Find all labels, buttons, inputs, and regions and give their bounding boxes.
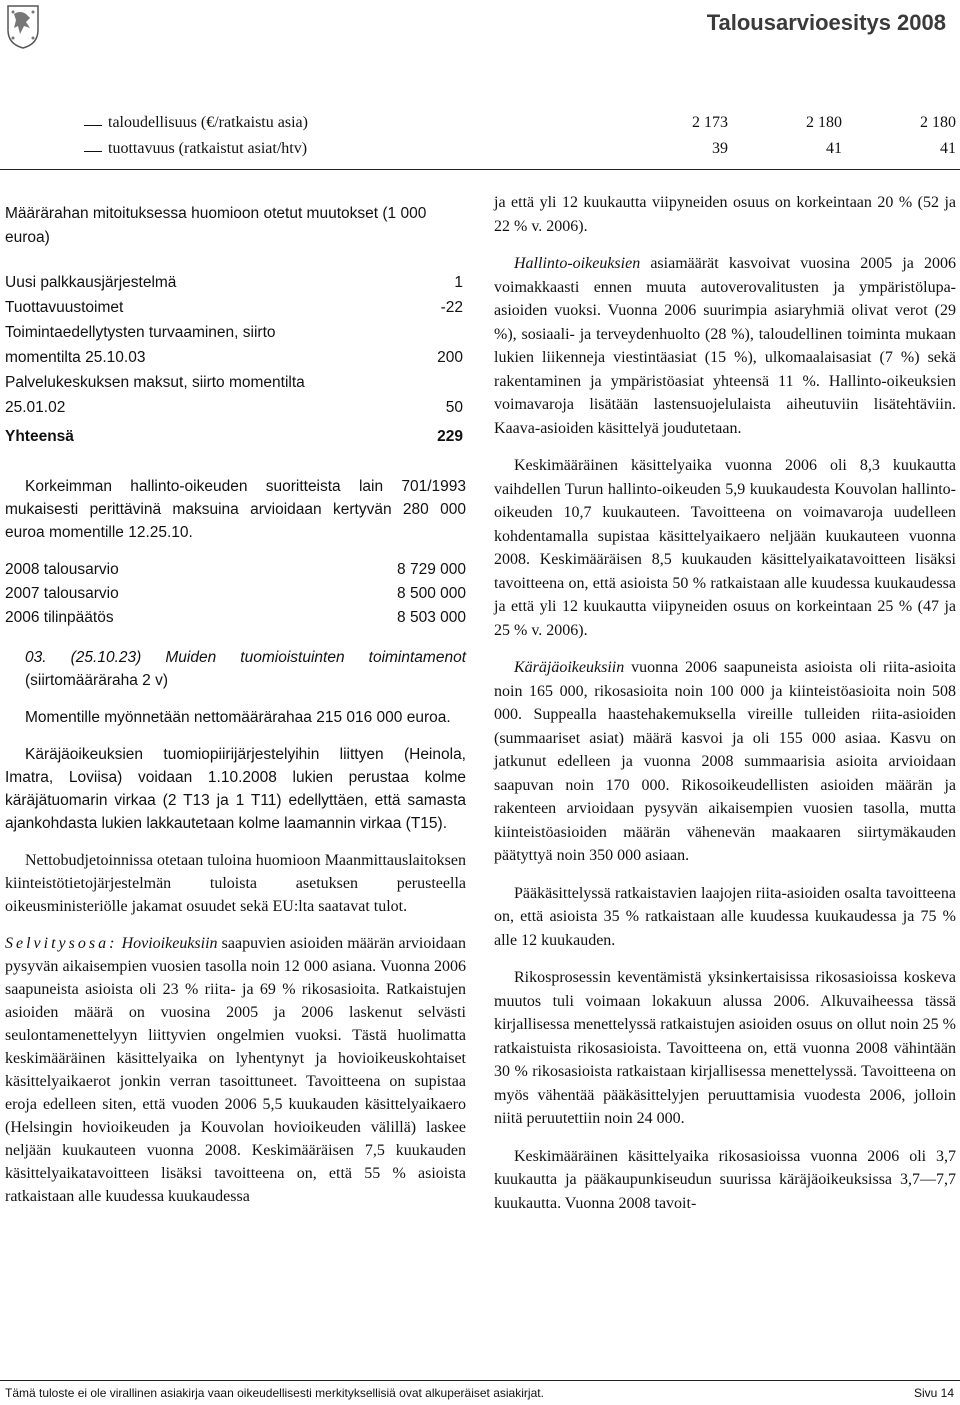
budget-row bbox=[5, 582, 466, 606]
paragraph: Keskimääräinen käsittelyaika vuonna 2006 oli 8,3 kuukautta vaihdellen Turun hallinto-oikeuden 5,9 kuukaudesta Kouvolan hallinto-oikeuden 10,7 kuukauteen. Tavoitteena on voimavaroja uudelleen kohdentamalla supistaa käsittelyaikaero neljään kuukauteen vuonna 2008. Keskimääräisen 8,5 kuukauden käsittelyaikatavoitteen lisäksi tavoitteena on, että asioista 50 % ratkaistaan alle kuudessa kuukaudessa ja että yli 12 kuukautta viipyneiden osuus on korkeintaan 25 % (47 ja 25 % v. 2006). bbox=[494, 457, 956, 639]
left-column bbox=[5, 202, 466, 1208]
footer-divider bbox=[0, 1380, 960, 1381]
budget-value: 8 503 000 bbox=[397, 609, 466, 626]
paragraph bbox=[494, 252, 956, 440]
changes-row bbox=[5, 295, 466, 320]
row-label: taloudellisuus (€/ratkaistu asia) bbox=[108, 114, 308, 131]
changes-total-label: Yhteensä bbox=[5, 428, 74, 445]
section-title: 03. (25.10.23) Muiden tuomioistuinten toimintamenot bbox=[25, 649, 466, 666]
paragraph bbox=[5, 932, 466, 1208]
dash-marker bbox=[84, 125, 102, 126]
changes-total-row bbox=[5, 424, 466, 449]
paragraph: Käräjäoikeuksien tuomiopiirijärjestelyihin liittyen (Heinola, Imatra, Loviisa) voidaan 1.10.2008 lukien perustaa kolme käräjätuomarin virkaa (2 T13 ja 1 T11) edellyttäen, että samasta ajankohdasta lukien lakkautetaan kolme laamannin virkaa (T15). bbox=[5, 746, 466, 832]
budget-value: 8 729 000 bbox=[397, 561, 466, 578]
budget-row bbox=[5, 606, 466, 630]
budget-table bbox=[5, 558, 466, 630]
changes-row bbox=[5, 270, 466, 295]
paragraph-lead: Selvitysosa: bbox=[5, 935, 118, 952]
changes-row bbox=[5, 370, 466, 420]
row-label: tuottavuus (ratkaistut asiat/htv) bbox=[108, 140, 308, 157]
paragraph-body: asiamäärät kasvoivat vuosina 2005 ja 2006 voimakkaasti ennen muuta autoverovalitusten ja ympäristölupa-asioiden vuoksi. Vuonna 2006 suurimpia asiaryhmiä olivat verot (29 %), sosiaali- ja terveydenhuolto (28 %), taloudellinen toiminta mukaan lukien liikenneja viestintäasiat (15 %), ulkomaalaisasiat (7 %) sekä rakentaminen ja ympäristöasiat yhteensä 11 %. Hallinto-oikeuksien voimavaroja lisätään lastensuojelulaista aiheutuviin lisätehtäviin. Kaava-asioiden käsittelyä joudutetaan. bbox=[494, 255, 956, 437]
changes-label: Palvelukeskuksen maksut, siirto momentilta 25.01.02 bbox=[5, 374, 305, 416]
footer-disclaimer: Tämä tuloste ei ole virallinen asiakirja vaan oikeudellisesti merkityksellisiä ovat alkuperäiset asiakirjat. bbox=[5, 1386, 544, 1400]
budget-label: 2008 talousarvio bbox=[5, 561, 119, 578]
paragraph-body: saapuvien asioiden määrän arvioidaan pysyvän aikaisempien vuosien tasolla noin 12 000 asiana. Vuonna 2006 saapuneista asioista oli 23 % riita- ja 69 % rikosasioita. Ratkaistujen asioiden määrä on vuosina 2005 ja 2006 laskenut selvästi seulontamenettelyyn liittyvien ongelmien vuoksi. Tästä huolimatta keskimääräinen käsittelyaika on lyhentynyt ja hovioikeuskohtaiset käsittelyaikaerot jonkin verran tasoittuneet. Tavoitteena on supistaa eroja edelleen siten, että vuoden 2006 5,5 kuukauden käsittelyaikaero (Helsingin hovioikeuden ja Kouvolan hovioikeuden välillä) laskee neljään kuukauteen vuonna 2008. Keskimääräisen 7,5 kuukauden käsittelyaikatavoitteen lisäksi tavoitteena on, että 55 % asioista ratkaistaan alle kuudessa kuukaudessa bbox=[5, 935, 466, 1205]
changes-value: 200 bbox=[437, 349, 463, 366]
table-row bbox=[84, 140, 956, 166]
budget-label: 2007 talousarvio bbox=[5, 585, 119, 602]
row-value: 39 bbox=[712, 140, 728, 157]
changes-total-value: 229 bbox=[437, 428, 463, 445]
paragraph: Rikosprosessin keventämistä yksinkertaisissa rikosasioissa koskeva muutos tuli voimaan lokakuun alussa 2006. Alkuvaiheessa tässä kirjallisessa menettelyssä ratkaistujen asioiden osuus on ollut noin 25 % ratkaistuista rikosasioista. Tavoitteena on, että vuonna 2008 vähintään 30 % rikosasioista ratkaistaan kirjallisessa menettelyssä. Tavoitteena on myös vähentää pääkäsittelyjen peruuttamisia vuodesta 2006, jolloin niitä peruutettiin noin 24 000. bbox=[494, 969, 956, 1127]
row-value: 41 bbox=[826, 140, 842, 157]
performance-table bbox=[84, 114, 956, 166]
changes-label: Tuottavuustoimet bbox=[5, 299, 124, 316]
row-value: 2 180 bbox=[806, 114, 842, 131]
row-value: 2 180 bbox=[920, 114, 956, 131]
changes-heading: Määrärahan mitoituksessa huomioon otetut muutokset (1 000 euroa) bbox=[5, 205, 427, 246]
changes-label: Toimintaedellytysten turvaaminen, siirto momentilta 25.10.03 bbox=[5, 324, 276, 366]
paragraph-body: vuonna 2006 saapuneista asioista oli riita-asioita noin 165 000, rikosasioita noin 100 000 ja kiinteistöasioita noin 508 000. Suppealla haastehakemuksella vireille tulleiden riita-asioiden (summaariset asiat) määrä kasvoi ja oli 155 000 asiaa. Kasvu on jatkunut edelleen ja vuonna 2008 summaarisia asioita arvioidaan saapuvan noin 170 000. Rikosoikeudellisten asioiden määrän ja rakenteen arvioidaan pysyvän aikaisempien vuosien tasolla, mutta kiinteistöasioiden määrän vähenevän maakaaren siirtymäkauden päätyttyä noin 350 000 asiaan. bbox=[494, 659, 956, 864]
changes-value: 1 bbox=[454, 274, 463, 291]
changes-row bbox=[5, 320, 466, 370]
changes-label: Uusi palkkausjärjestelmä bbox=[5, 274, 177, 291]
paragraph: Pääkäsittelyssä ratkaistavien laajojen riita-asioiden osalta tavoitteena on, että asioista 35 % ratkaistaan alle kuudessa kuukaudessa ja 75 % alle 12 kuukauden. bbox=[494, 884, 956, 949]
paragraph: Nettobudjetoinnissa otetaan tuloina huomioon Maanmittauslaitoksen kiinteistötietojärjestelmän tuloista asetuksen perusteella oikeusministeriölle jakamat osuudet sekä EU:lta saatavat tulot. bbox=[5, 852, 466, 915]
table-row bbox=[84, 114, 956, 140]
paragraph-emphasis: Hallinto-oikeuksien bbox=[514, 255, 641, 272]
paragraph bbox=[494, 656, 956, 868]
paragraph: Korkeimman hallinto-oikeuden suoritteista lain 701/1993 mukaisesti perittävinä maksuina arvioidaan kertyvän 280 000 euroa momentille 12.25.10. bbox=[5, 478, 466, 541]
paragraph-emphasis: Hovioikeuksiin bbox=[121, 935, 218, 952]
row-value: 41 bbox=[940, 140, 956, 157]
coat-of-arms-icon bbox=[6, 4, 40, 50]
budget-value: 8 500 000 bbox=[397, 585, 466, 602]
right-column bbox=[494, 191, 956, 1215]
changes-value: -22 bbox=[440, 299, 463, 316]
paragraph: Keskimääräinen käsittelyaika rikosasioissa vuonna 2006 oli 3,7 kuukautta ja pääkaupunkiseudun suurissa käräjäoikeuksissa 3,7—7,7 kuukautta. Vuonna 2008 tavoit- bbox=[494, 1147, 956, 1212]
budget-label: 2006 tilinpäätös bbox=[5, 609, 114, 626]
paragraph: ja että yli 12 kuukautta viipyneiden osuus on korkeintaan 20 % (52 ja 22 % v. 2006). bbox=[494, 194, 956, 235]
page-number: Sivu 14 bbox=[913, 1386, 954, 1400]
dash-marker bbox=[84, 151, 102, 152]
row-value: 2 173 bbox=[692, 114, 728, 131]
section-suffix: (siirtomääräraha 2 v) bbox=[25, 672, 168, 689]
page-title: Talousarvioesitys 2008 bbox=[706, 10, 946, 35]
section-divider bbox=[0, 169, 960, 170]
changes-value: 50 bbox=[445, 399, 463, 416]
paragraph-emphasis: Käräjäoikeuksiin bbox=[514, 659, 625, 676]
budget-row bbox=[5, 558, 466, 582]
section-heading bbox=[25, 646, 466, 692]
paragraph: Momentille myönnetään nettomäärärahaa 215 016 000 euroa. bbox=[25, 709, 451, 726]
